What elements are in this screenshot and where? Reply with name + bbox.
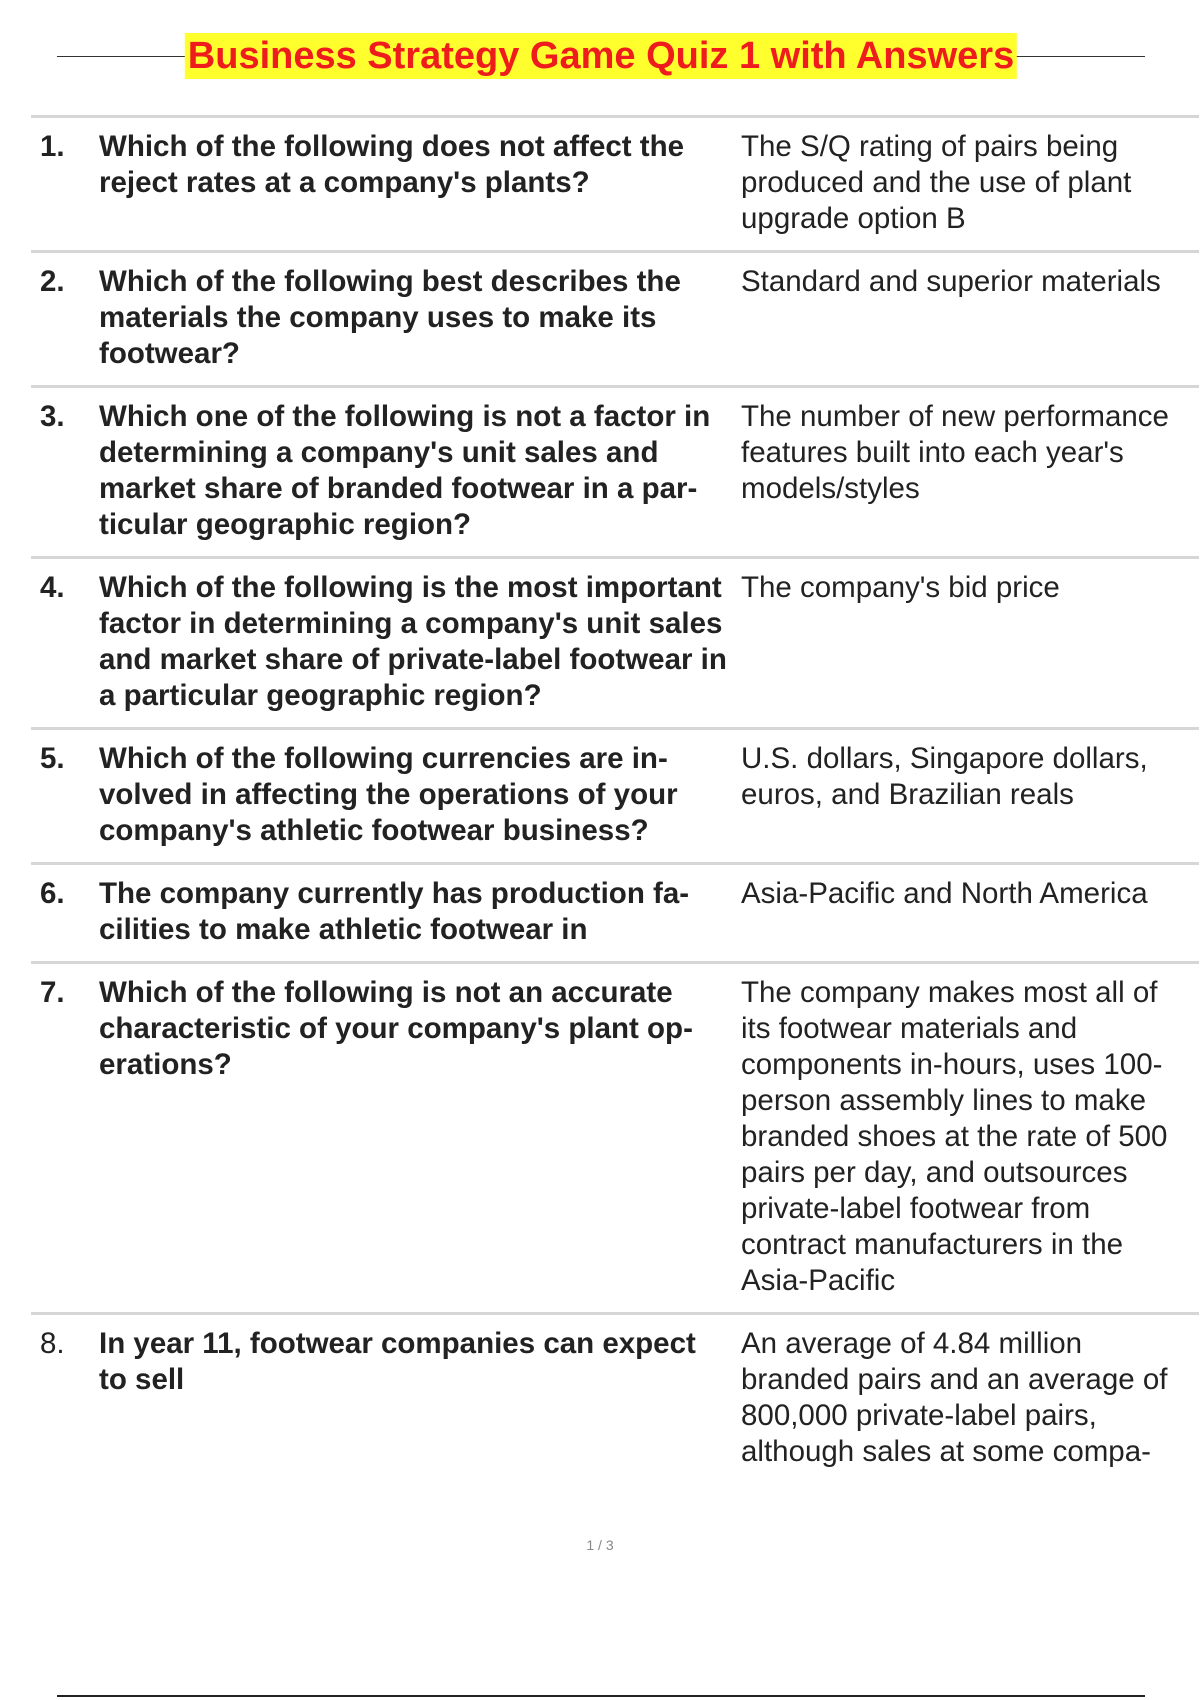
qa-item-8: [31, 1312, 1199, 1483]
question-text: Which of the following best describes the materials the company uses to make its footwear?: [99, 265, 681, 370]
question-text: Which one of the following is not a factor in determining a company's unit sales and market share of branded footwear in a particular geographic region?: [99, 400, 711, 541]
qa-item-3: [31, 385, 1199, 556]
question-text: The company currently has production facilities to make athletic footwear in: [99, 877, 690, 946]
qa-list: [31, 115, 1199, 1483]
answer-text: The company makes most all of its footwear materials and components in-hours, uses 100-person assembly lines to make branded shoes at the rate of 500 pairs per day, and outsources private-label footwear from contract manufacturers in the Asia-Pacific: [741, 976, 1168, 1297]
page-number: 1 / 3: [586, 1537, 614, 1553]
question-text: Which of the following does not affect the reject rates at a company's plants?: [99, 130, 685, 199]
qa-item-2: [31, 250, 1199, 385]
question-text: In year 11, footwear companies can expect to sell: [99, 1327, 696, 1396]
qa-item-7: [31, 961, 1199, 1312]
qa-item-6: [31, 862, 1199, 961]
question-number: 7.: [40, 976, 65, 1009]
answer-text: The company's bid price: [741, 571, 1060, 604]
answer-text: The S/Q rating of pairs being produced and the use of plant upgrade option B: [741, 130, 1132, 235]
question-text: Which of the following is the most important factor in determining a company's unit sales and market share of private-label footwear in a particular geographic region?: [99, 571, 727, 712]
qa-item-1: [31, 115, 1199, 250]
question-number: 5.: [40, 742, 65, 775]
qa-item-4: [31, 556, 1199, 727]
question-number: 8.: [40, 1327, 65, 1360]
answer-text: An average of 4.84 million branded pairs and an average of 800,000 private-label pairs, although sales at some compa-: [741, 1327, 1168, 1468]
bottom-rule: [57, 1695, 1145, 1697]
answer-text: U.S. dollars, Singapore dollars, euros, and Brazilian reals: [741, 742, 1148, 811]
qa-item-5: [31, 727, 1199, 862]
answer-text: Asia-Pacific and North America: [741, 877, 1148, 910]
question-number: 1.: [40, 130, 65, 163]
question-number: 2.: [40, 265, 65, 298]
question-number: 6.: [40, 877, 65, 910]
question-number: 3.: [40, 400, 65, 433]
question-text: Which of the following currencies are involved in affecting the operations of your company's athletic footwear business?: [99, 742, 678, 847]
answer-text: Standard and superior materials: [741, 265, 1161, 298]
document-title: Business Strategy Game Quiz 1 with Answers: [185, 33, 1017, 79]
question-text: Which of the following is not an accurate characteristic of your company's plant operations?: [99, 976, 693, 1081]
title-row: [57, 28, 1145, 84]
question-number: 4.: [40, 571, 65, 604]
answer-text: The number of new performance features built into each year's models/styles: [741, 400, 1169, 505]
